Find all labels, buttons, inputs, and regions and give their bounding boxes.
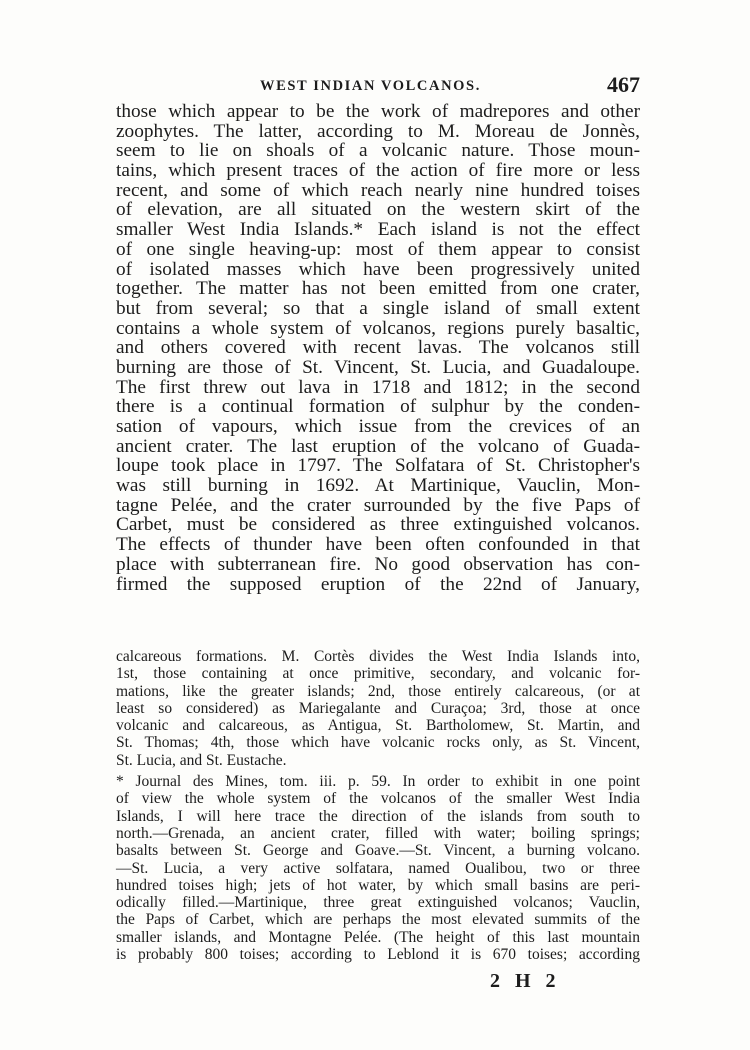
- footnote-line: Islands, I will here trace the direction of the islands from south to: [116, 807, 640, 825]
- footnotes: [116, 648, 640, 963]
- body-line: and others covered with recent lavas. The volcanos still: [116, 337, 640, 359]
- body-line: tagne Pelée, and the crater surrounded by the five Paps of: [116, 494, 640, 516]
- footnote-line: of view the whole system of the volcanos of the smaller West India: [116, 790, 640, 808]
- footnote-line: smaller islands, and Montagne Pelée. (The height of this last mountain: [116, 928, 640, 946]
- footnote-continued: [116, 648, 640, 769]
- body-line: there is a continual formation of sulphur by the conden-: [116, 396, 640, 418]
- body-line: contains a whole system of volcanos, regions purely basaltic,: [116, 317, 640, 339]
- footnote-line: * Journal des Mines, tom. iii. p. 59. In order to exhibit in one point: [116, 773, 640, 791]
- footnote-line: 1st, those containing at once primitive, secondary, and volcanic for-: [116, 665, 640, 683]
- body-line: of elevation, are all situated on the western skirt of the: [116, 199, 640, 221]
- footnote-line: St. Thomas; 4th, those which have volcanic rocks only, as St. Vincent,: [116, 734, 640, 752]
- running-title: WEST INDIAN VOLCANOS.: [260, 78, 481, 94]
- body-line: was still burning in 1692. At Martinique, Vauclin, Mon-: [116, 475, 640, 497]
- body-line: smaller West India Islands.* Each island is not the effect: [116, 219, 640, 241]
- footnote-line: least so considered) as Mariegalante and Curaçoa; 3rd, those at once: [116, 699, 640, 717]
- footnote-line: St. Lucia, and St. Eustache.: [116, 751, 287, 769]
- body-line: place with subterranean fire. No good observation has con-: [116, 553, 640, 575]
- body-line: loupe took place in 1797. The Solfatara of St. Christopher's: [116, 455, 640, 477]
- body-line: The effects of thunder have been often confounded in that: [116, 534, 640, 556]
- running-head: [118, 74, 640, 104]
- body-line: tains, which present traces of the action of fire more or less: [116, 160, 640, 182]
- body-line: firmed the supposed eruption of the 22nd of January,: [116, 573, 640, 595]
- body-line: zoophytes. The latter, according to M. Moreau de Jonnès,: [116, 120, 640, 142]
- footnote-line: the Paps of Carbet, which are perhaps the most elevated summits of the: [116, 911, 640, 929]
- body-line: The first threw out lava in 1718 and 1812; in the second: [116, 376, 640, 398]
- body-line: of one single heaving-up: most of them appear to consist: [116, 238, 640, 260]
- body-line: Carbet, must be considered as three extinguished volcanos.: [116, 514, 640, 536]
- body-line: but from several; so that a single island of small extent: [116, 297, 640, 319]
- body-line: sation of vapours, which issue from the crevices of an: [116, 416, 640, 437]
- footnote-line: volcanic and calcareous, as Antigua, St. Bartholomew, St. Martin, and: [116, 717, 640, 735]
- footnote-line: basalts between St. George and Goave.—St. Vincent, a burning volcano.: [116, 842, 640, 860]
- body-line: together. The matter has not been emitted from one crater,: [116, 278, 640, 300]
- page-number: 467: [607, 72, 640, 97]
- footnote-line: north.—Grenada, an ancient crater, filled with water; boiling springs;: [116, 824, 640, 842]
- body-line: burning are those of St. Vincent, St. Lucia, and Guadaloupe.: [116, 356, 640, 378]
- footnote-line: calcareous formations. M. Cortès divides the West India Islands into,: [116, 648, 640, 665]
- footnote-line: mations, like the greater islands; 2nd, those entirely calcareous, (or at: [116, 682, 640, 700]
- signature-mark: 2 H 2: [490, 970, 561, 992]
- body-line: recent, and some of which reach nearly nine hundred toises: [116, 179, 640, 201]
- body-text: [116, 102, 640, 594]
- footnote-line: is probably 800 toises; according to Leblond it is 670 toises; according: [116, 946, 640, 964]
- footnote-line: —St. Lucia, a very active solfatara, named Oualibou, two or three: [116, 859, 640, 877]
- body-line: of isolated masses which have been progressively united: [116, 258, 640, 280]
- footnote-line: odically filled.—Martinique, three great extinguished volcanos; Vauclin,: [116, 894, 640, 912]
- footnote-line: hundred toises high; jets of hot water, by which small basins are peri-: [116, 876, 640, 894]
- footnote-asterisk: [116, 773, 640, 963]
- body-line: ancient crater. The last eruption of the volcano of Guada-: [116, 435, 640, 457]
- body-line: seem to lie on shoals of a volcanic nature. Those moun-: [116, 140, 640, 162]
- body-line: those which appear to be the work of madrepores and other: [116, 101, 640, 122]
